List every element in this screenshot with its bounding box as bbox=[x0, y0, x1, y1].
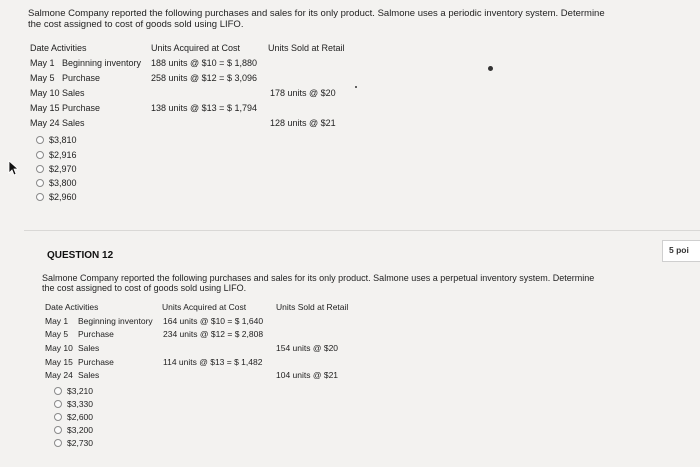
q12-points-label: 5 poi bbox=[669, 245, 689, 255]
q11-option-b-label: $2,916 bbox=[49, 150, 77, 160]
radio-button[interactable] bbox=[54, 413, 62, 421]
q11-row-4-date: May 15 bbox=[30, 103, 60, 113]
q12-row-1-date: May 1 bbox=[45, 316, 69, 326]
q12-row-3-date: May 10 bbox=[45, 343, 73, 353]
q11-option-a[interactable] bbox=[36, 135, 77, 145]
q12-header-date-activities: Date Activities bbox=[45, 302, 99, 312]
radio-button[interactable] bbox=[54, 439, 62, 447]
q11-option-a-label: $3,810 bbox=[49, 135, 77, 145]
radio-button[interactable] bbox=[36, 193, 44, 201]
q12-prompt-line1: Salmone Company reported the following purchases and sales for its only product. Salmone uses a perpetual inventory system. Determine bbox=[42, 273, 595, 283]
q11-row-2-activity: Purchase bbox=[62, 73, 101, 83]
q12-row-5-sold: 104 units @ $21 bbox=[276, 370, 339, 380]
q12-row-2-acquired: 234 units @ $12 = $ 2,808 bbox=[163, 329, 264, 339]
q11-option-d[interactable] bbox=[36, 178, 77, 188]
q11-row-3-date: May 10 bbox=[30, 88, 60, 98]
q11-row-5-activity: Sales bbox=[62, 118, 85, 128]
q12-option-e[interactable] bbox=[54, 438, 93, 448]
q12-row-3-activity: Sales bbox=[78, 343, 100, 353]
radio-button[interactable] bbox=[36, 179, 44, 187]
q12-row-5-date: May 24 bbox=[45, 370, 73, 380]
q12-header-acquired: Units Acquired at Cost bbox=[162, 302, 247, 312]
cursor-arrow-icon bbox=[8, 160, 22, 176]
stray-dot-small bbox=[355, 86, 357, 88]
question-divider bbox=[24, 230, 700, 231]
q11-row-3-activity: Sales bbox=[62, 88, 85, 98]
q11-row-2-date: May 5 bbox=[30, 73, 55, 83]
q11-row-1-acquired: 188 units @ $10 = $ 1,880 bbox=[151, 58, 257, 68]
q12-points-box bbox=[662, 240, 700, 262]
q11-row-1-activity: Beginning inventory bbox=[62, 58, 142, 68]
q11-row-5-date: May 24 bbox=[30, 118, 60, 128]
q11-row-1-date: May 1 bbox=[30, 58, 55, 68]
q11-prompt-line1: Salmone Company reported the following purchases and sales for its only product. Salmone uses a periodic inventory system. Determine bbox=[28, 8, 605, 19]
q12-header-sold: Units Sold at Retail bbox=[276, 302, 349, 312]
q11-row-4-acquired: 138 units @ $13 = $ 1,794 bbox=[151, 103, 257, 113]
q12-option-c-label: $2,600 bbox=[67, 412, 93, 422]
q11-option-c-label: $2,970 bbox=[49, 164, 77, 174]
q11-header-acquired: Units Acquired at Cost bbox=[151, 43, 241, 53]
q11-row-5-sold: 128 units @ $21 bbox=[270, 118, 336, 128]
q12-option-c[interactable] bbox=[54, 412, 93, 422]
q12-row-2-date: May 5 bbox=[45, 329, 69, 339]
q12-row-4-acquired: 114 units @ $13 = $ 1,482 bbox=[163, 357, 263, 367]
q12-option-a[interactable] bbox=[54, 386, 93, 396]
q12-row-1-acquired: 164 units @ $10 = $ 1,640 bbox=[163, 316, 264, 326]
radio-button[interactable] bbox=[36, 136, 44, 144]
q12-option-b[interactable] bbox=[54, 399, 93, 409]
radio-button[interactable] bbox=[54, 400, 62, 408]
q11-header-sold: Units Sold at Retail bbox=[268, 43, 345, 53]
radio-button[interactable] bbox=[54, 387, 62, 395]
q12-row-2-activity: Purchase bbox=[78, 329, 114, 339]
radio-button[interactable] bbox=[36, 165, 44, 173]
q11-prompt-line2: the cost assigned to cost of goods sold using LIFO. bbox=[28, 19, 244, 30]
q12-title: QUESTION 12 bbox=[47, 250, 114, 261]
q12-row-5-activity: Sales bbox=[78, 370, 100, 380]
q12-option-d-label: $3,200 bbox=[67, 425, 93, 435]
q12-option-d[interactable] bbox=[54, 425, 93, 435]
q11-option-e[interactable] bbox=[36, 192, 77, 202]
q12-prompt-line2: the cost assigned to cost of goods sold using LIFO. bbox=[42, 283, 247, 293]
q12-row-4-date: May 15 bbox=[45, 357, 73, 367]
q12-option-e-label: $2,730 bbox=[67, 438, 93, 448]
q12-option-a-label: $3,210 bbox=[67, 386, 93, 396]
radio-button[interactable] bbox=[36, 151, 44, 159]
q12-row-1-activity: Beginning inventory bbox=[78, 316, 153, 326]
q12-option-b-label: $3,330 bbox=[67, 399, 93, 409]
radio-button[interactable] bbox=[54, 426, 62, 434]
q11-row-2-acquired: 258 units @ $12 = $ 3,096 bbox=[151, 73, 257, 83]
q11-option-d-label: $3,800 bbox=[49, 178, 77, 188]
q12-row-4-activity: Purchase bbox=[78, 357, 114, 367]
q11-option-e-label: $2,960 bbox=[49, 192, 77, 202]
q11-option-b[interactable] bbox=[36, 150, 77, 160]
stray-dot bbox=[488, 66, 493, 71]
q11-row-3-sold: 178 units @ $20 bbox=[270, 88, 336, 98]
q12-row-3-sold: 154 units @ $20 bbox=[276, 343, 339, 353]
q11-header-date-activities: Date Activities bbox=[30, 43, 87, 53]
q11-option-c[interactable] bbox=[36, 164, 77, 174]
q11-row-4-activity: Purchase bbox=[62, 103, 101, 113]
